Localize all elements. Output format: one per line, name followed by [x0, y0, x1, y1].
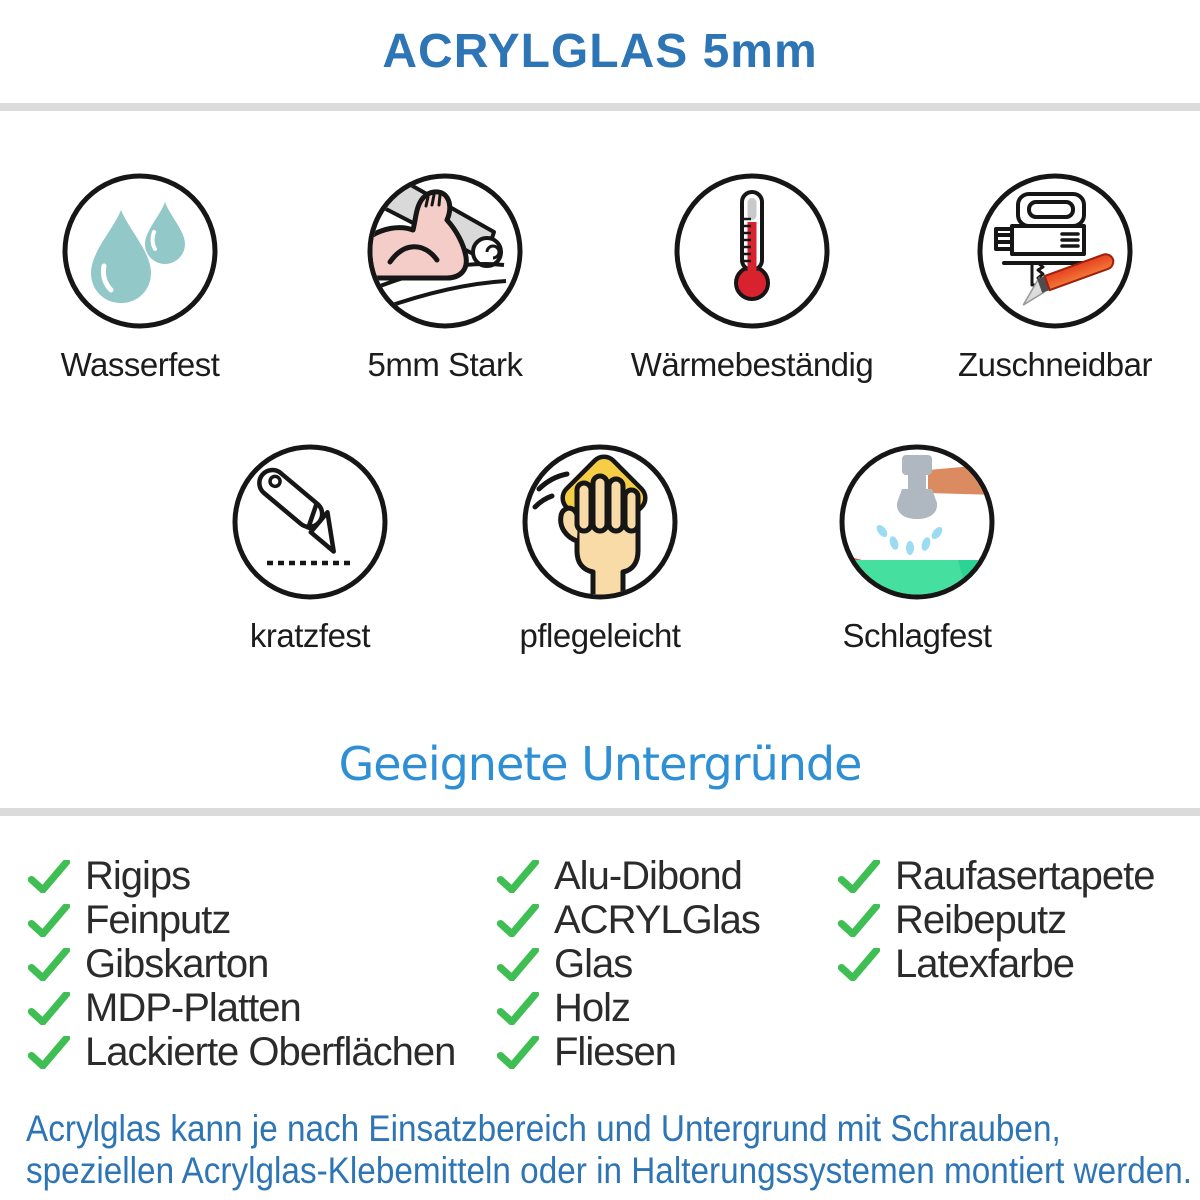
substrate-column-1 [28, 854, 455, 1074]
wiping-hand-icon [521, 443, 679, 601]
green-checkmark-icon [28, 904, 70, 937]
substrate-label: Reibeputz [895, 897, 1067, 942]
substrate-label: Raufasertapete [895, 853, 1155, 898]
divider-middle [0, 808, 1200, 816]
substrate-label: Fliesen [554, 1029, 676, 1074]
feature-zuschneidbar [925, 172, 1185, 384]
green-checkmark-icon [497, 948, 539, 981]
green-checkmark-icon [28, 992, 70, 1025]
substrate-label: Gibskarton [85, 941, 269, 986]
feature-5mm-stark [315, 172, 575, 384]
list-item [28, 854, 455, 898]
list-item [28, 898, 455, 942]
mounting-note-line-2: speziellen Acrylglas-Klebemitteln oder in Halterungssystemen montiert werden. [26, 1150, 1193, 1191]
mounting-note-line-1: Acrylglas kann je nach Einsatzbereich und Untergrund mit Schrauben, [26, 1108, 1061, 1149]
section-subtitle: Geeignete Untergründe [338, 737, 862, 791]
substrate-label: Glas [554, 941, 633, 986]
thermometer-icon [673, 172, 831, 330]
mounting-note [26, 1108, 1192, 1192]
list-item [28, 942, 455, 986]
green-checkmark-icon [497, 1036, 539, 1069]
green-checkmark-icon [28, 1036, 70, 1069]
substrate-column-2 [497, 854, 760, 1074]
feature-label: 5mm Stark [367, 346, 523, 383]
list-item [497, 986, 760, 1030]
list-item [28, 1030, 455, 1074]
feature-wasserfest [10, 172, 270, 384]
page-title: ACRYLGLAS 5mm [382, 25, 818, 78]
list-item [838, 898, 1155, 942]
feature-label: kratzfest [249, 617, 371, 654]
feature-label: Wasserfest [60, 346, 220, 383]
green-checkmark-icon [838, 948, 880, 981]
list-item [497, 854, 760, 898]
feature-label: Schlagfest [842, 617, 992, 654]
green-checkmark-icon [497, 992, 539, 1025]
divider-top [0, 103, 1200, 111]
substrate-label: Alu-Dibond [554, 853, 742, 898]
feature-label: pflegeleicht [519, 617, 681, 654]
list-item [497, 942, 760, 986]
substrate-column-3 [838, 854, 1155, 986]
feature-label: Zuschneidbar [958, 346, 1152, 383]
substrate-label: Feinputz [85, 897, 231, 942]
feature-pflegeleicht [470, 443, 730, 655]
hammer-icon [838, 443, 996, 601]
substrate-label: ACRYLGlas [554, 897, 760, 942]
list-item [838, 854, 1155, 898]
list-item [497, 898, 760, 942]
list-item [28, 986, 455, 1030]
green-checkmark-icon [838, 904, 880, 937]
green-checkmark-icon [497, 860, 539, 893]
substrate-label: Holz [554, 985, 631, 1030]
green-checkmark-icon [497, 904, 539, 937]
feature-kratzfest [180, 443, 440, 655]
jigsaw-knife-icon [976, 172, 1134, 330]
list-item [838, 942, 1155, 986]
water-drops-icon [61, 172, 219, 330]
green-checkmark-icon [28, 860, 70, 893]
feature-label: Wärmebeständig [630, 346, 874, 383]
feature-schlagfest [787, 443, 1047, 655]
green-checkmark-icon [838, 860, 880, 893]
substrate-label: Latexfarbe [895, 941, 1075, 986]
muscle-arm-icon [366, 172, 524, 330]
list-item [497, 1030, 760, 1074]
feature-waermebestaendig [622, 172, 882, 384]
substrate-label: Lackierte Oberflächen [85, 1029, 456, 1074]
substrate-label: Rigips [85, 853, 191, 898]
substrate-label: MDP-Platten [85, 985, 301, 1030]
cutter-knife-icon [231, 443, 389, 601]
green-checkmark-icon [28, 948, 70, 981]
